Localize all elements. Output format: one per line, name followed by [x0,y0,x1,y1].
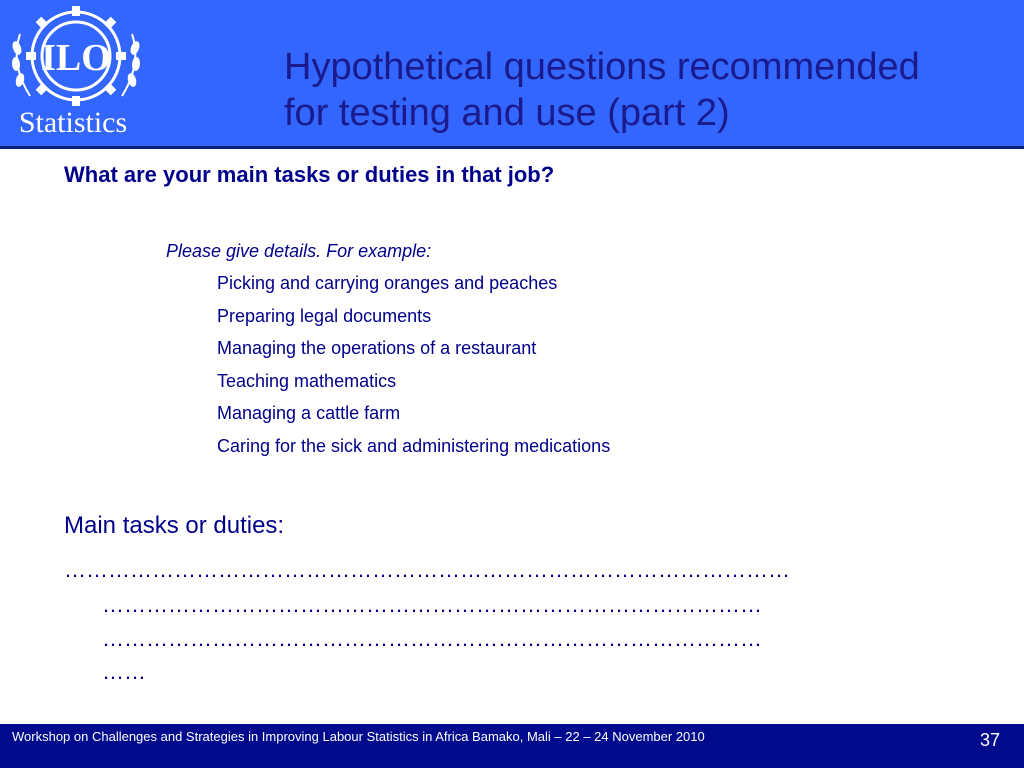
list-item: Preparing legal documents [217,305,432,326]
list-item: Managing a cattle farm [217,403,401,424]
example-list [217,270,610,466]
header-divider [0,146,1024,149]
footer-text: Workshop on Challenges and Strategies in Improving Labour Statistics in Africa Bamako, Mali – 22 – 24 November 2010 [12,729,705,744]
details-prompt: Please give details. For example: [166,241,432,261]
list-item: Teaching mathematics [217,370,397,391]
list-item: Picking and carrying oranges and peaches [217,273,558,293]
page-number: 37 [979,730,1000,750]
logo-letters: ILO [41,37,111,79]
title-line-1: Hypothetical questions recommended [284,46,920,88]
list-item: Caring for the sick and administering medications [217,435,611,456]
footer-divider [0,722,1024,724]
logo-label: Statistics [18,106,128,139]
answer-line-4: …… [102,659,146,684]
question-heading: What are your main tasks or duties in that job? [64,162,555,187]
answer-line-2: ……………………………………………………………………………… [102,592,762,617]
answer-line-1: ……………………………………………………………………………………… [64,557,790,582]
slide-title [284,44,984,136]
title-line-2: for testing and use (part 2) [284,92,730,134]
answer-label: Main tasks or duties: [64,512,285,539]
answer-line-3: ……………………………………………………………………………… [102,626,762,651]
list-item: Managing the operations of a restaurant [217,338,537,359]
ilo-emblem-icon [6,4,146,114]
